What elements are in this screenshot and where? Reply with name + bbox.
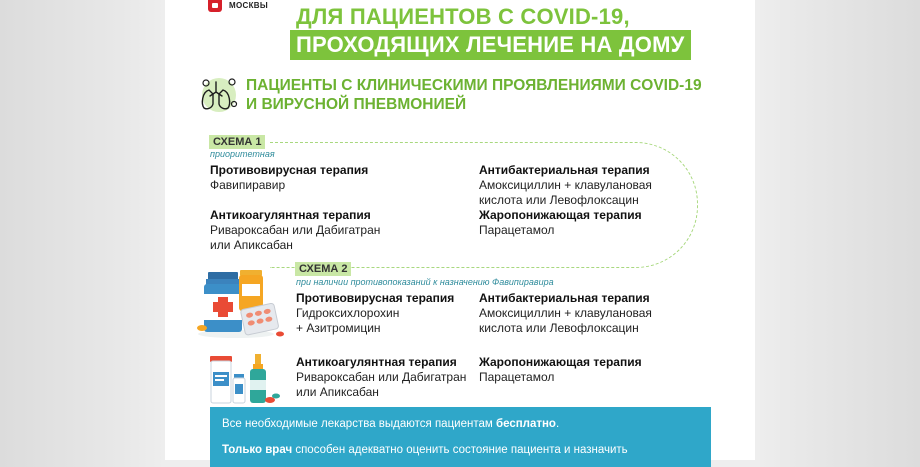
info-p2-text: способен адекватно оценить состояние пациента и назначить: [292, 444, 628, 456]
therapy-drug: Амоксициллин + клавулановая: [479, 306, 652, 320]
therapy-drug: или Апиксабан: [296, 385, 379, 399]
schema-1-antipyretic: [479, 208, 642, 238]
therapy-drug: кислота или Левофлоксацин: [479, 321, 639, 335]
therapy-drug: + Азитромицин: [296, 321, 381, 335]
info-paragraph-1: [222, 417, 699, 432]
schema-1-antiviral: [210, 163, 368, 193]
info-p1-text: Все необходимые лекарства выдаются пациентам: [222, 418, 496, 430]
schema-1-badge: СХЕМА 1: [209, 135, 265, 149]
info-p1-bold: бесплатно: [495, 418, 556, 430]
info-paragraph-2: [222, 443, 699, 458]
therapy-drug: Ривароксабан или Дабигатран: [296, 370, 467, 384]
therapy-heading: Антибактериальная терапия: [479, 291, 650, 305]
therapy-drug: или Апиксабан: [210, 238, 293, 252]
therapy-drug: Парацетамол: [479, 370, 555, 384]
therapy-drug: Парацетамол: [479, 223, 555, 237]
schema-2-antiviral: [296, 291, 454, 336]
section-title-line-1: ПАЦИЕНТЫ С КЛИНИЧЕСКИМИ ПРОЯВЛЕНИЯМИ COVID-19: [246, 77, 702, 94]
schema-1-antibacterial: [479, 163, 652, 208]
schema-2-anticoagulant: [296, 355, 466, 400]
schema-2-antibacterial: [479, 291, 652, 336]
therapy-heading: Жаропонижающая терапия: [479, 355, 642, 369]
therapy-drug: Фавипиравир: [210, 178, 286, 192]
info-p1-end: .: [555, 418, 560, 430]
therapy-drug: Амоксициллин + клавулановая: [479, 178, 652, 192]
therapy-heading: Противовирусная терапия: [210, 163, 369, 177]
schema-1-anticoagulant: [210, 208, 380, 253]
medicine-vials-icon: [204, 352, 284, 406]
therapy-drug: кислота или Левофлоксацин: [479, 193, 639, 207]
therapy-drug: Ривароксабан или Дабигатран: [210, 223, 381, 237]
therapy-heading: Жаропонижающая терапия: [479, 208, 642, 222]
schema-2-note: при наличии противопоказаний к назначению Фавипиравира: [296, 277, 554, 287]
therapy-heading: Антикоагулянтная терапия: [296, 355, 457, 369]
schema-2-antipyretic: [479, 355, 642, 385]
section-title: [246, 76, 746, 114]
info-box: [210, 407, 711, 467]
therapy-heading: Антибактериальная терапия: [479, 163, 650, 177]
section-title-line-2: И ВИРУСНОЙ ПНЕВМОНИЕЙ: [246, 96, 467, 113]
logo-text: МОСКВЫ: [229, 1, 268, 10]
moscow-emblem-icon: [208, 0, 222, 12]
info-p2-bold: Только врач: [222, 444, 293, 456]
schema-2-badge: СХЕМА 2: [295, 262, 351, 276]
lungs-virus-icon: [196, 74, 240, 114]
medicine-bottle-blister-icon: [196, 268, 286, 340]
title-line-1: ДЛЯ ПАЦИЕНТОВ С COVID-19,: [296, 4, 630, 29]
moscow-logo: [208, 0, 272, 14]
therapy-heading: Противовирусная терапия: [296, 291, 455, 305]
therapy-drug: Гидроксихлорохин: [296, 306, 400, 320]
therapy-heading: Антикоагулянтная терапия: [210, 208, 371, 222]
schema-1-note: приоритетная: [210, 149, 275, 159]
title-line-2: ПРОХОДЯЩИХ ЛЕЧЕНИЕ НА ДОМУ: [290, 30, 691, 60]
